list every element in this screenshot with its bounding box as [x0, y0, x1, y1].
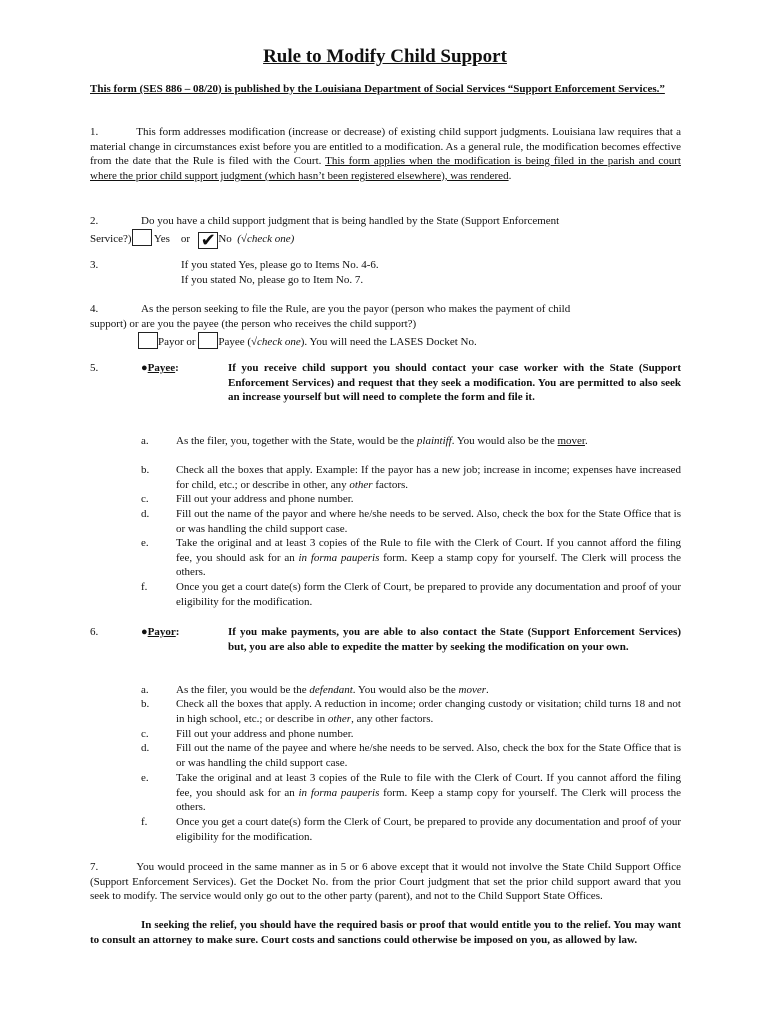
list-item: Fill out the name of the payor and where he/she needs to be served. Also, check the box for the State Office that is or was handling the child support case.	[176, 508, 681, 535]
intro-note: This form (SES 886 – 08/20) is published by the Louisiana Department of Social Services “Support Enforcement Services.”	[90, 83, 665, 95]
section-7	[90, 860, 681, 904]
section-1-number: 1.	[90, 126, 99, 138]
section-6-number: 6.	[90, 626, 99, 638]
section-2-question: Do you have a child support judgment that is being handled by the State (Support Enforcement	[141, 215, 560, 227]
section-7-number: 7.	[90, 861, 99, 873]
section-2-options: Service?) Yes or ✔ No (√check one)	[90, 230, 295, 251]
list-item: Fill out the name of the payee and where he/she needs to be served. Also, check the box for the State Office that is or was handling the child support case.	[176, 742, 681, 769]
list-item: Once you get a court date(s) form the Clerk of Court, be prepared to provide any documentation and proof of your eligibility for the modification.	[176, 816, 681, 843]
list-item: Take the original and at least 3 copies of the Rule to file with the Clerk of Court. If you cannot afford the filing fee, you should ask for an in forma pauperis form. Keep a stamp copy for yourself. The Clerk will process the others.	[176, 537, 681, 579]
yes-checkbox[interactable]	[132, 229, 152, 246]
list-item: As the filer, you, together with the State, would be the plaintiff. You would also be the mover.	[176, 435, 588, 447]
section-5-bold-text: If you receive child support you should contact your case worker with the State (Support Enforcement Services) and request that they seek a modification. You are permitted to also seek an increase yourself but will need to complete the form and file it.	[228, 362, 681, 404]
list-item: As the filer, you would be the defendant. You would also be the mover.	[176, 684, 489, 696]
section-7-text: You would proceed in the same manner as in 5 or 6 above except that it would not involve the State Child Support Office (Support Enforcement Services). Get the Docket No. from the prior Court judgment that set the prior child support award that you seek to modify. The service would only go out to the other party (parent), and not to the Child Support State Offices.	[90, 861, 681, 903]
section-2-number: 2.	[90, 215, 99, 227]
list-item: Check all the boxes that apply. Example: If the payor has a new job; increase in income; expenses have increased for child, etc.; or describe in other, any other factors.	[176, 464, 681, 491]
list-item: Once you get a court date(s) form the Clerk of Court, be prepared to provide any documentation and proof of your eligibility for the modification.	[176, 581, 681, 608]
section-1-underlined: This form applies when the modification is being filed in the parish and court where the prior child support judgment (which hasn’t been registered elsewhere), was rendered	[90, 155, 681, 182]
page-title: Rule to Modify Child Support	[263, 46, 507, 67]
list-item: Check all the boxes that apply. A reduction in income; order changing custody or visitation; child turns 18 and not in high school, etc.; or describe in other, any other factors.	[176, 698, 681, 725]
section-7-warning: In seeking the relief, you should have the required basis or proof that would entitle you to the relief. You may want to consult an attorney to make sure. Court costs and sanctions could otherwise be imposed on you, as allowed by law.	[90, 919, 681, 946]
payor-label: Payor or	[158, 336, 196, 348]
section-3-number: 3.	[90, 259, 99, 271]
payor-heading: ●Payor:	[141, 626, 180, 638]
payee-checkbox[interactable]	[198, 332, 218, 349]
document-page: Rule to Modify Child Support This form (SES 886 – 08/20) is published by the Louisiana Department of Social Services “Support Enforcement Services.” 1. This form addresses modification (increase or decrease) of existing child support judgments. Louisiana law requires that a material change in circumstances exist before you are entitled to a modification. As a general rule, the modification becomes effective from the date that the Rule is filed with the Court. This form applies when the modification is being filed in the parish and court where the prior child support judgment (which hasn’t been registered elsewhere), was rendered. 2. Do you have a child support judgment that is being handled by the State (Support Enforcement Service?) Yes or ✔ No (√check one) 3. If you stated Yes, please go to Items No. 4-6. If you stated No, please go to Item No. 7. 4. As the person seeking to file the Rule, are you the payor (person who makes the payment of child support) or are you the payee (the person who receives the child support?) Payor or Payee (√check one). You will need the LASES Docket No. 5. ●Payee: If you receive child support you should contact your case worker with the State (Support Enforcement Services) and request that they seek a modification. You are permitted to also seek an increase yourself but will need to complete the form and file it. a. As the filer, you, together with the State, would be the plaintiff. You would also be the mover. b. Check all the boxes that apply. Example: If the payor has a new job; increase in income; expenses have increased for child, etc.; or describe in other, any other factors. c. Fill out your address and phone number. d. Fill out the name of the payor and where he/she needs to be served. Also, check the box for the State Office that is or was handling the child support case. e. Take the original and at least 3 copies of the Rule to file with the Clerk of Court. If you cannot afford the filing fee, you should ask for an in forma pauperis form. Keep a stamp copy for yourself. The Clerk will process the others. f. Once you get a court date(s) form the Clerk of Court, be prepared to provide any documentation and proof of your eligibility for the modification. 6. ●Payor: If you make payments, you are able to also contact the State (Support Enforcement Services) but, you are also able to expedite the matter by seeking the modification on your own. a. As the filer, you would be the defendant. You would also be the mover. b. Check all the boxes that apply. A reduction in income; order changing custody or visitation; child turns 18 and not in high school, etc.; or describe in other, any other factors. c. Fill out your address and phone number. d. Fill out the name of the payee and where he/she needs to be served. Also, check the box for the State Office that is or was handling the child support case. e. Take the original and at least 3 copies of the Rule to file with the Clerk of Court. If you cannot afford the filing fee, you should ask for an in forma pauperis form. Keep a stamp copy for yourself. The Clerk will process the others. f. Once you get a court date(s) form the Clerk of Court, be prepared to provide any documentation and proof of your eligibility for the modification. 7. You would proceed in the same manner as in 5 or 6 above except that it would not involve the State Child Support Office (Support Enforcement Services). Get the Docket No. from the prior Court judgment that set the prior child support award that you seek to modify. The service would only go out to the other party (parent), and not to the Child Support State Offices. In seeking the relief, you should have the required basis or proof that would entitle you to the relief. You may want to consult an attorney to make sure. Court costs and sanctions could otherwise be imposed on you, as allowed by law.	[0, 0, 770, 1024]
section-4-options: Payor or Payee (√check one). You will need the LASES Docket No.	[138, 332, 477, 350]
section-4-line-2: support) or are you the payee (the person who receives the child support?)	[90, 318, 417, 330]
payee-heading: ●Payee:	[141, 362, 179, 374]
payee-label: Payee (	[218, 336, 252, 348]
list-item: Fill out your address and phone number.	[176, 493, 354, 505]
section-3-line-2: If you stated No, please go to Item No. 7.	[181, 274, 364, 286]
section-5-number: 5.	[90, 362, 99, 374]
list-item: Fill out your address and phone number.	[176, 728, 354, 740]
check-one-note: (√check one)	[237, 233, 295, 245]
section-1: 1. This form addresses modification (increase or decrease) of existing child support judgments. Louisiana law requires that a material change in circumstances exist before you are entitled to a modification. As a general rule, the modification becomes effective from the date that the Rule is filed with the Court. This form applies when the modification is being filed in the parish and court where the prior child support judgment (which hasn’t been registered elsewhere), was rendered.	[90, 126, 681, 182]
section-3-line-1: If you stated Yes, please go to Items No. 4-6.	[181, 259, 379, 271]
section-1-text: This form addresses modification (increase or decrease) of existing child support judgments. Louisiana law requires that a material change in circumstances exist before you are entitled to a modification. As a general rule, the modification becomes effective from the date that the Rule is filed with the Court.	[90, 126, 681, 168]
yes-label: Yes	[153, 233, 170, 245]
no-checkbox-checked[interactable]: ✔	[198, 232, 218, 249]
section-4-number: 4.	[90, 303, 99, 315]
section-6-bold-text: If you make payments, you are able to also contact the State (Support Enforcement Services) but, you are also able to expedite the matter by seeking the modification on your own.	[228, 626, 681, 653]
no-label: No	[218, 233, 232, 245]
list-item: Take the original and at least 3 copies of the Rule to file with the Clerk of Court. If you cannot afford the filing fee, you should ask for an in forma pauperis form. Keep a stamp copy for yourself. The Clerk will process the others.	[176, 772, 681, 814]
payor-checkbox[interactable]	[138, 332, 158, 349]
section-4-line-1: As the person seeking to file the Rule, are you the payor (person who makes the payment of child	[141, 303, 571, 315]
